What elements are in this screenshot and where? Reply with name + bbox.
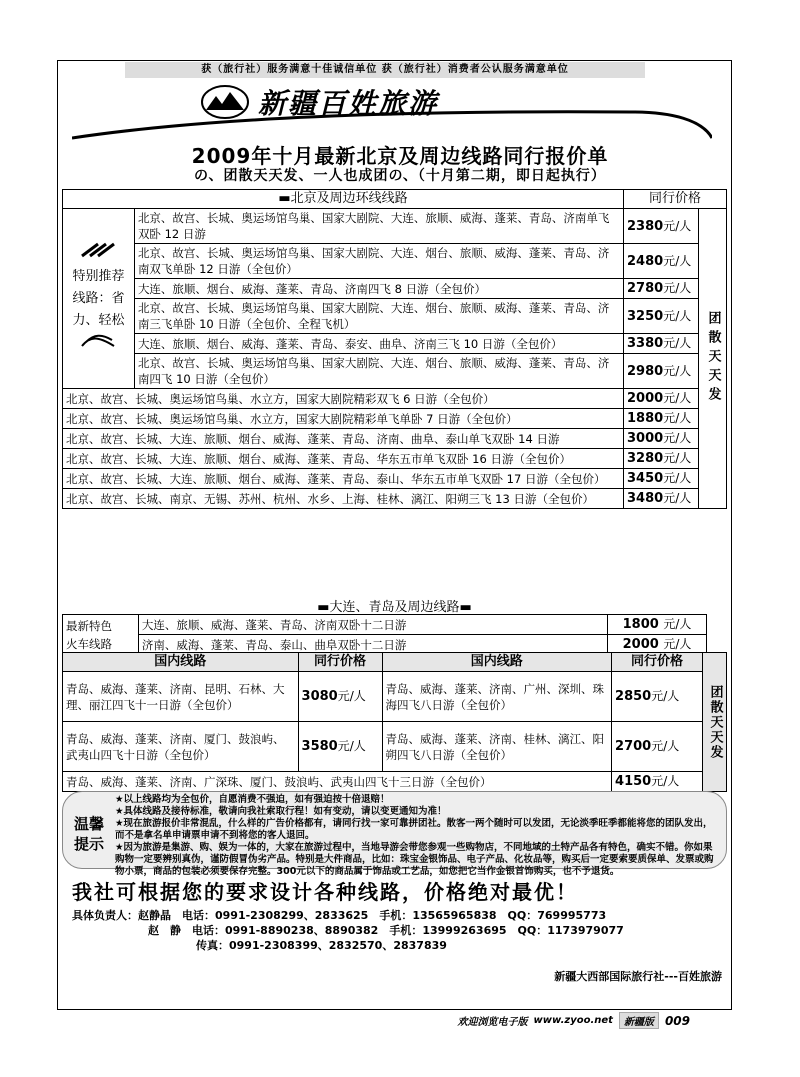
- page-number: 009: [664, 1013, 690, 1028]
- route-cell: 青岛、威海、蓬莱、济南、厦门、鼓浪屿、武夷山四飞十日游（全包价）: [63, 722, 299, 772]
- price-cell: 2850元/人: [612, 672, 703, 722]
- section1-header: ▬北京及周边环线线路: [63, 190, 624, 209]
- price-cell: 3580元/人: [298, 722, 382, 772]
- table-row: [63, 429, 727, 449]
- price-cell: 3250元/人: [624, 299, 699, 334]
- price-cell: 3480元/人: [624, 489, 699, 509]
- contact-row: 传真：0991-2308399、2832570、2837839: [196, 939, 447, 952]
- contact-block: [72, 908, 624, 953]
- price-cell: 3080元/人: [298, 672, 382, 722]
- contact-row: 赵 静 电话：0991-8890238、8890382 手机：13999263695 QQ：1173979077: [148, 924, 624, 937]
- col-price: 同行价格: [612, 653, 703, 672]
- route-cell: 北京、故宫、长城、大连、旅顺、烟台、威海、蓬莱、青岛、华东五市单飞双卧 16 日游（全包价）: [63, 449, 624, 469]
- tips-list: [115, 794, 720, 878]
- price-cell: 2380元/人: [624, 209, 699, 244]
- swoosh-icon: [78, 332, 118, 348]
- route-cell: 北京、故宫、长城、奥运场馆鸟巢、水立方，国家大剧院精彩单飞单卧 7 日游（全包价）: [63, 409, 624, 429]
- route-cell: 北京、故宫、长城、奥运场馆鸟巢、国家大剧院、大连、烟台、旅顺、威海、蓬莱、青岛、济南四飞 10 日游（全包价）: [134, 354, 623, 389]
- page-footer: [458, 1012, 691, 1029]
- price-cell: 2000 元/人: [608, 635, 707, 655]
- table-row: [63, 334, 727, 354]
- table-row: [63, 489, 727, 509]
- table-row: [63, 354, 727, 389]
- route-cell: 北京、故宫、长城、奥运场馆鸟巢、国家大剧院、大连、旅顺、威海、蓬莱、青岛、济南单飞双卧 12 日游: [134, 209, 623, 244]
- train-label-cell: 最新特色 火车线路: [63, 615, 139, 655]
- route-cell: 大连、旅顺、威海、蓬莱、青岛、济南双卧十二日游: [138, 615, 607, 635]
- swoosh-icon: [78, 242, 118, 258]
- table-row: [63, 244, 727, 279]
- route-cell: 北京、故宫、长城、奥运场馆鸟巢、国家大剧院、大连、烟台、旅顺、威海、蓬莱、青岛、济南三飞单卧 10 日游（全包价、全程飞机）: [134, 299, 623, 334]
- route-cell: 北京、故宫、长城、大连、旅顺、烟台、威海、蓬莱、青岛、泰山、华东五市单飞双卧 17 日游（全包价）: [63, 469, 624, 489]
- footer-text: 欢迎浏览电子版: [457, 1017, 528, 1028]
- col-price: 同行价格: [298, 653, 382, 672]
- footer-band: 新疆版: [619, 1012, 659, 1029]
- table-row: [63, 209, 727, 244]
- table-row: [63, 389, 727, 409]
- price-cell: 2980元/人: [624, 354, 699, 389]
- price-cell: 2000元/人: [624, 389, 699, 409]
- route-cell: 北京、故宫、长城、南京、无锡、苏州、杭州、水乡、上海、桂林、漓江、阳朔三飞 13 日游（全包价）: [63, 489, 624, 509]
- table-row: [63, 409, 727, 429]
- table-row: [63, 469, 727, 489]
- side-label: 团散天天发: [698, 209, 726, 509]
- price-cell: 2700元/人: [612, 722, 703, 772]
- table-header-row: [63, 653, 727, 672]
- footer-site: www.zyoo.net: [533, 1015, 613, 1026]
- feature-label: 特别推荐线路：省力、轻松: [72, 268, 125, 328]
- price-cell: 1880元/人: [624, 409, 699, 429]
- table-row: [63, 772, 727, 792]
- price-cell: 2780元/人: [624, 279, 699, 299]
- agency-name: 新疆大西部国际旅行社---百姓旅游: [554, 970, 722, 983]
- route-cell: 北京、故宫、长城、大连、旅顺、烟台、威海、蓬莱、青岛、济南、曲阜、泰山单飞双卧 14 日游: [63, 429, 624, 449]
- award-banner: 获（旅行社）服务满意十佳诚信单位 获（旅行社）消费者公认服务满意单位: [125, 62, 645, 78]
- route-cell: 北京、故宫、长城、奥运场馆鸟巢、水立方，国家大剧院精彩双飞 6 日游（全包价）: [63, 389, 624, 409]
- price-cell: 3280元/人: [624, 449, 699, 469]
- logo-text: 新疆百姓旅游: [258, 87, 439, 120]
- route-cell: 大连、旅顺、烟台、威海、蓬莱、青岛、泰安、曲阜、济南三飞 10 日游（全包价）: [134, 334, 623, 354]
- route-cell: 青岛、威海、蓬莱、济南、广州、深圳、珠海四飞八日游（全包价）: [382, 672, 612, 722]
- price-cell: 3380元/人: [624, 334, 699, 354]
- page-title: 2009年十月最新北京及周边线路同行报价单: [191, 144, 609, 168]
- slogan: 我社可根据您的要求设计各种线路，价格绝对最优！: [72, 880, 578, 904]
- domestic-route-table: [62, 652, 727, 792]
- train-route-table: [62, 614, 707, 655]
- section2-header: ▬大连、青岛及周边线路▬: [317, 600, 472, 615]
- tip-item: ★以上线路均为全包价，自愿消费不强迫，如有强迫按十倍退赔！: [115, 794, 390, 805]
- mountain-logo-icon: [200, 84, 250, 120]
- route-cell: 北京、故宫、长城、奥运场馆鸟巢、国家大剧院、大连、烟台、旅顺、威海、蓬莱、青岛、济南双飞单卧 12 日游（全包价）: [134, 244, 623, 279]
- tip-item: ★因为旅游是集游、购、娱为一体的，大家在旅游过程中，当地导游会带您参观一些购物店，不同地域的土特产品各有特色，确实不错。你如果购物一定要辨别真伪，谨防假冒伪劣产品。特别是大件商品，比如：珠宝金银饰品、电子产品、化妆品等，购买后一定要索要质保单、发票或购物小票，商品的包装必须要保存完整。300元以下的商品属于饰品或工艺品，如您把它当作金银首饰购买，也不予退货。: [115, 842, 714, 877]
- side-label: 团散天天发: [702, 653, 726, 792]
- contact-row: 具体负责人：赵静晶 电话：0991-2308299、2833625 手机：13565965838 QQ：769995773: [72, 909, 607, 922]
- page-subtitle: の、团散天天发、一人也成团の、（十月第二期，即日起执行）: [194, 168, 606, 184]
- route-cell: 青岛、威海、蓬莱、济南、昆明、石林、大理、丽江四飞十一日游（全包价）: [63, 672, 299, 722]
- route-cell: 济南、威海、蓬莱、青岛、泰山、曲阜双卧十二日游: [138, 635, 607, 655]
- price-cell: 3000元/人: [624, 429, 699, 449]
- beijing-route-table: [62, 189, 727, 509]
- table-row: [63, 672, 727, 722]
- table-row: [63, 615, 707, 635]
- section1-price-header: 同行价格: [624, 190, 727, 209]
- col-route: 国内线路: [63, 653, 299, 672]
- tip-item: ★现在旅游报价非常混乱，什么样的广告价格都有，请同行找一家可靠拼团社。散客一两个随时可以发团，无论淡季旺季都能将您的团队发出，而不是拿名单申请票申请不到将您的客人退回。: [115, 818, 713, 841]
- feature-label-cell: [63, 209, 135, 389]
- tips-box: [62, 791, 727, 877]
- logo: [200, 80, 590, 124]
- price-cell: 4150元/人: [612, 772, 703, 792]
- price-cell: 2480元/人: [624, 244, 699, 279]
- price-cell: 1800 元/人: [608, 615, 707, 635]
- route-cell: 大连、旅顺、烟台、威海、蓬莱、青岛、济南四飞 8 日游（全包价）: [134, 279, 623, 299]
- table-row: [63, 279, 727, 299]
- col-route: 国内线路: [382, 653, 612, 672]
- table-row: [63, 722, 727, 772]
- price-cell: 3450元/人: [624, 469, 699, 489]
- tip-item: ★具体线路及接待标准，敬请向我社索取行程！如有变动，请以变更通知为准！: [115, 806, 447, 817]
- route-cell: 青岛、威海、蓬莱、济南、广深珠、厦门、鼓浪屿、武夷山四飞十三日游（全包价）: [63, 772, 612, 792]
- route-cell: 青岛、威海、蓬莱、济南、桂林、漓江、阳朔四飞八日游（全包价）: [382, 722, 612, 772]
- table-row: [63, 449, 727, 469]
- table-row: [63, 299, 727, 334]
- tips-label: 温馨提示: [73, 815, 104, 853]
